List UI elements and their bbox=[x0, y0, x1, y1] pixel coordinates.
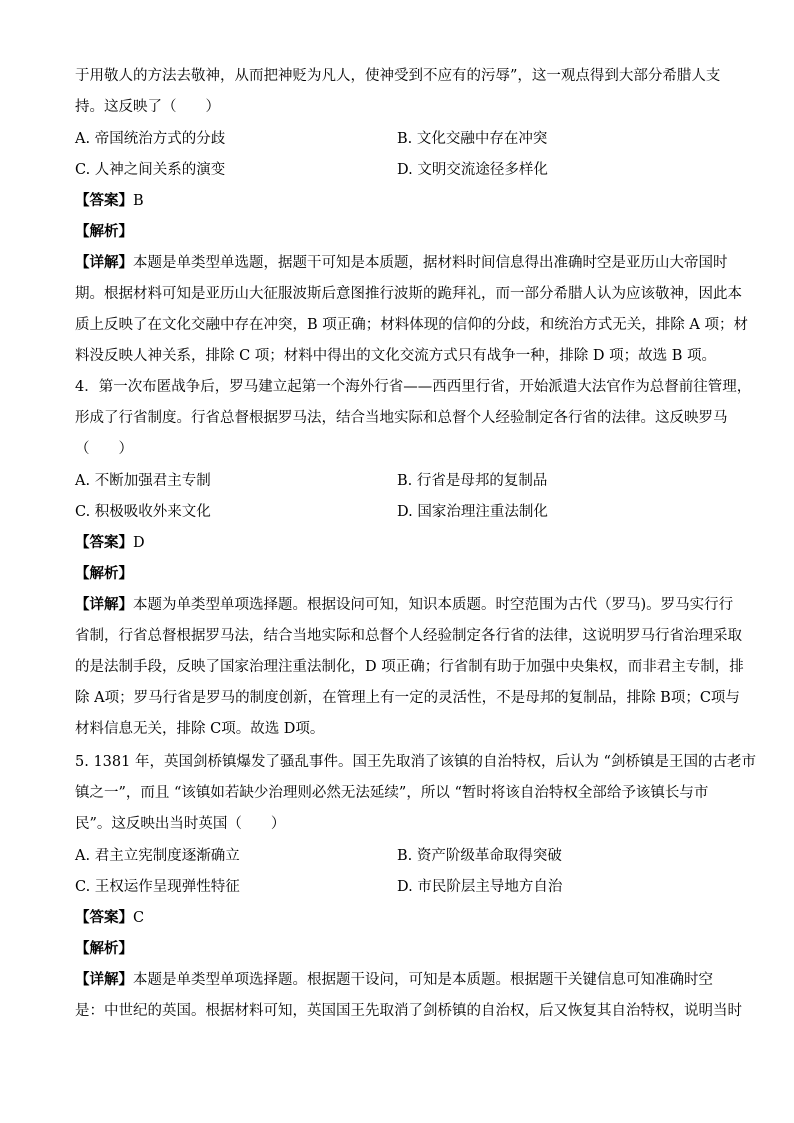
q3-detail-line-3: 质上反映了在文化交融中存在冲突，B 项正确；材料体现的信仰的分歧，和统治方式无关，排除 A 项；材 bbox=[75, 317, 748, 333]
q4-option-b: B. 行省是母邦的复制品 bbox=[397, 473, 548, 489]
answer-label: 【答案】 bbox=[75, 192, 133, 209]
q4-answer bbox=[75, 533, 145, 553]
q3-option-d: D. 文明交流途径多样化 bbox=[397, 162, 548, 178]
q3-detail-line-2: 期。根据材料可知是亚历山大征服波斯后意图推行波斯的跪拜礼，而一部分希腊人认为应该敬神，因此本 bbox=[75, 286, 742, 302]
answer-value: D bbox=[133, 535, 145, 551]
q3-answer bbox=[75, 191, 144, 211]
q5-detail-line-2: 是：中世纪的英国。根据材料可知，英国国王先取消了剑桥镇的自治权，后又恢复其自治特权，说明当时 bbox=[75, 1003, 742, 1019]
q3-option-a: A. 帝国统治方式的分歧 bbox=[75, 131, 226, 147]
q5-option-a: A. 君主立宪制度逐渐确立 bbox=[75, 848, 240, 864]
q4-option-a: A. 不断加强君主专制 bbox=[75, 473, 211, 489]
q5-stem-line-1: 5. 1381 年，英国剑桥镇爆发了骚乱事件。国王先取消了该镇的自治特权，后认为 “剑桥镇是王国的古老市 bbox=[75, 754, 756, 770]
q3-option-b: B. 文化交融中存在冲突 bbox=[397, 131, 548, 147]
q5-stem-line-2: 镇之一”，而且 “该镇如若缺少治理则必然无法延续”，所以 “暂时将该自治特权全部给予该镇长与市 bbox=[75, 785, 709, 801]
q3-stem-line-2: 持。这反映了（ ） bbox=[75, 99, 220, 115]
q4-detail-line-5: 材料信息无关，排除 C项。故选 D项。 bbox=[75, 721, 325, 737]
q4-detail-line-2: 省制，行省总督根据罗马法，结合当地实际和总督个人经验制定各行省的法律，这说明罗马行省治理采取 bbox=[75, 628, 742, 644]
answer-value: C bbox=[133, 910, 145, 926]
q5-option-c: C. 王权运作呈现弹性特征 bbox=[75, 879, 240, 895]
q4-stem-line-3: （ ） bbox=[75, 441, 133, 457]
q4-detail-line-4: 除 A项；罗马行省是罗马的制度创新，在管理上有一定的灵活性，不是母邦的复制品，排除 B项；C项与 bbox=[75, 690, 740, 706]
detail-label: 【详解】 bbox=[75, 971, 133, 988]
q4-detail-line-3: 的是法制手段，反映了国家治理注重法制化，D 项正确；行省制有助于加强中央集权，而非君主专制，排 bbox=[75, 659, 744, 675]
q4-analysis-label: 【解析】 bbox=[75, 565, 133, 582]
q5-detail-line-1: 【详解】本题是单类型单项选择题。根据题干设问，可知是本质题。根据题干关键信息可知准确时空 bbox=[75, 971, 713, 988]
q5-option-d: D. 市民阶层主导地方自治 bbox=[397, 879, 563, 895]
q3-detail-line-4: 料没反映人神关系，排除 C 项；材料中得出的文化交流方式只有战争一种，排除 D 项；故选 B 项。 bbox=[75, 348, 717, 364]
q3-analysis-label: 【解析】 bbox=[75, 223, 133, 240]
q3-detail-line-1: 【详解】本题是单类型单选题，据题干可知是本质题，据材料时间信息得出准确时空是亚历山大帝国时 bbox=[75, 254, 728, 271]
q4-option-d: D. 国家治理注重法制化 bbox=[397, 504, 548, 520]
detail-label: 【详解】 bbox=[75, 254, 133, 271]
q5-option-b: B. 资产阶级革命取得突破 bbox=[397, 848, 562, 864]
q5-analysis-label: 【解析】 bbox=[75, 940, 133, 957]
q5-stem-line-3: 民”。这反映出当时英国（ ） bbox=[75, 816, 286, 832]
q3-option-c: C. 人神之间关系的演变 bbox=[75, 162, 226, 178]
answer-label: 【答案】 bbox=[75, 534, 133, 551]
q3-stem-line-1: 于用敬人的方法去敬神，从而把神贬为凡人，使神受到不应有的污辱”，这一观点得到大部分希腊人支 bbox=[75, 68, 721, 84]
q4-stem-line-2: 形成了行省制度。行省总督根据罗马法，结合当地实际和总督个人经验制定各行省的法律。这反映罗马 bbox=[75, 410, 728, 426]
answer-value: B bbox=[133, 193, 144, 209]
q5-answer bbox=[75, 908, 144, 928]
q4-detail-line-1: 【详解】本题为单类型单项选择题。根据设问可知，知识本质题。时空范围为古代（罗马)。罗马实行行 bbox=[75, 596, 734, 613]
detail-label: 【详解】 bbox=[75, 596, 133, 613]
q4-stem-line-1: 4．第一次布匿战争后，罗马建立起第一个海外行省——西西里行省，开始派遣大法官作为总督前往管理， bbox=[75, 379, 752, 395]
answer-label: 【答案】 bbox=[75, 909, 133, 926]
q4-option-c: C. 积极吸收外来文化 bbox=[75, 504, 211, 520]
